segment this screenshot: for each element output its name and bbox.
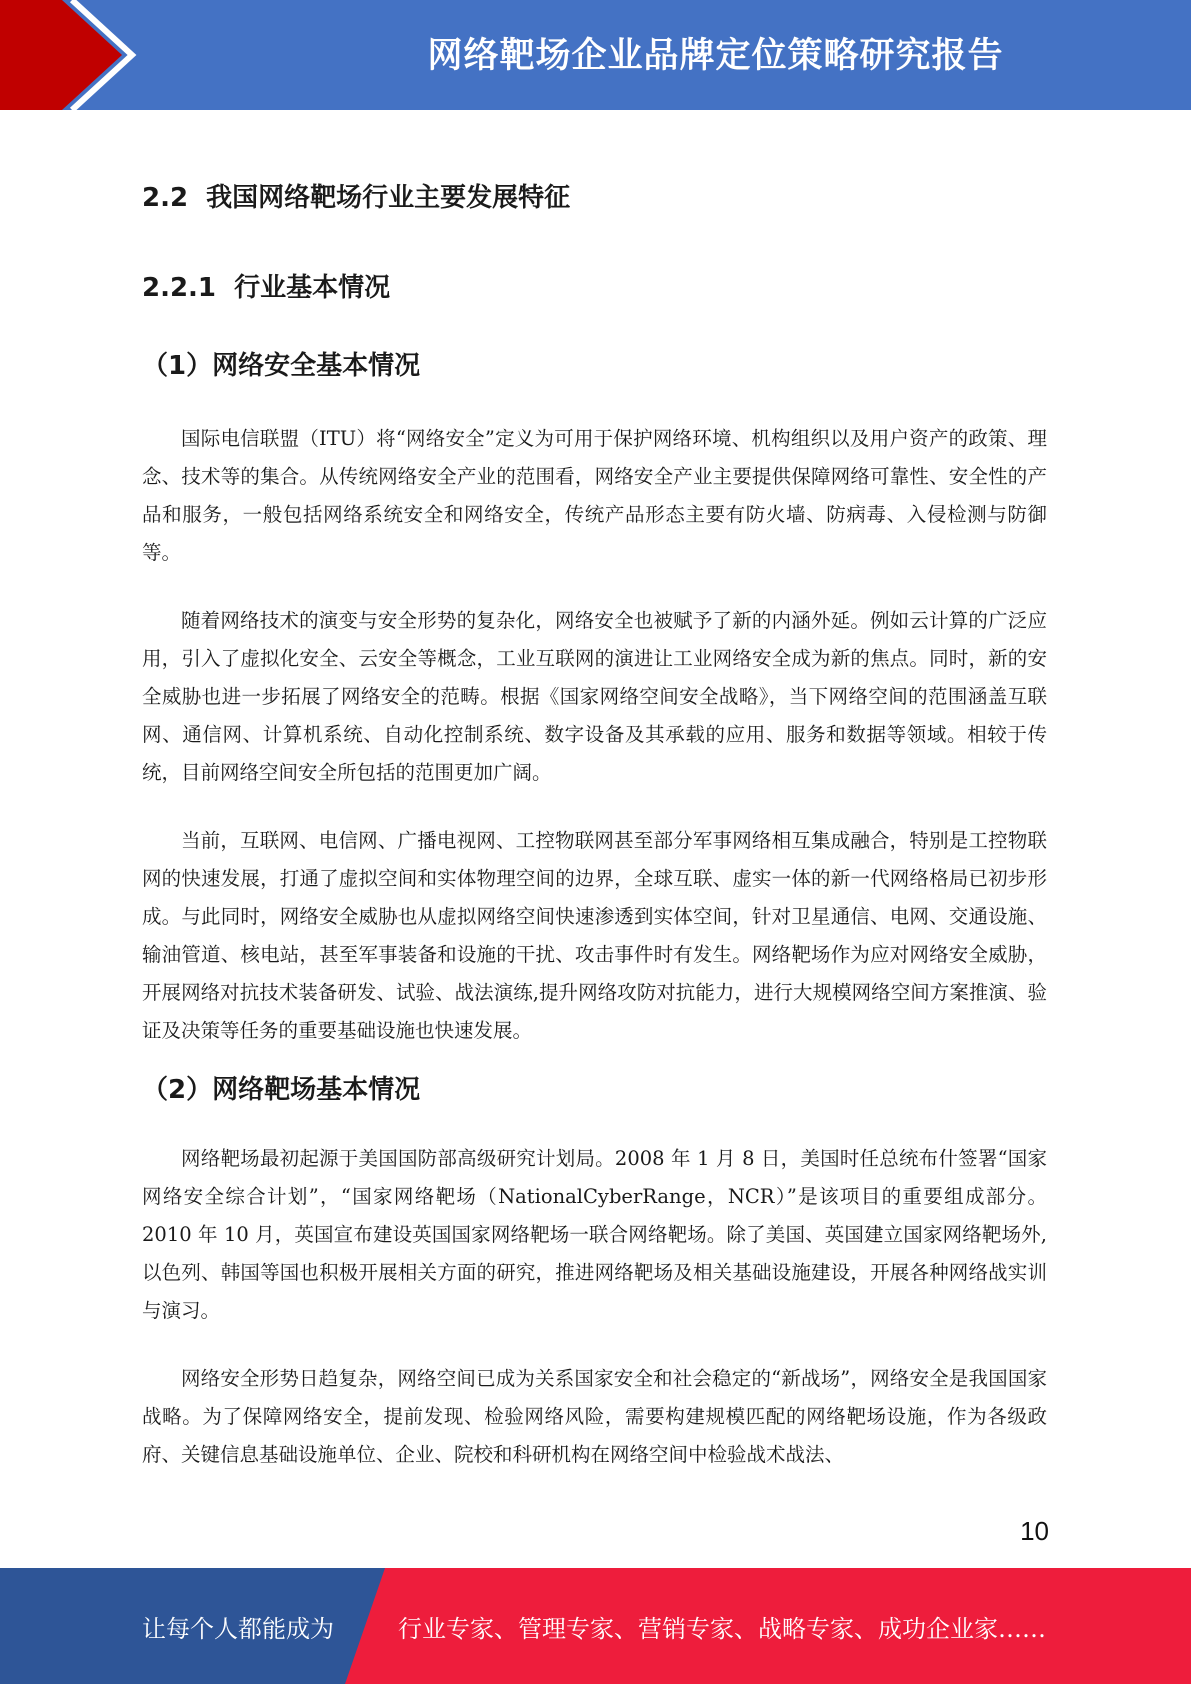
paragraph: 随着网络技术的演变与安全形势的复杂化，网络安全也被赋予了新的内涵外延。例如云计算的广泛应用，引入了虚拟化安全、云安全等概念，工业互联网的演进让工业网络安全成为新的焦点。同时，新的安全威胁也进一步拓展了网络安全的范畴。根据《国家网络空间安全战略》，当下网络空间的范围涵盖互联网、通信网、计算机系统、自动化控制系统、数字设备及其承载的应用、服务和数据等领域。相较于传统，目前网络空间安全所包括的范围更加广阔。 [142,609,1047,784]
subsection-title-2: （2）网络靶场基本情况 [142,1075,421,1105]
report-title: 网络靶场企业品牌定位策略研究报告 [427,36,1004,76]
paragraph: 网络靶场最初起源于美国国防部高级研究计划局。2008 年 1 月 8 日，美国时任总统布什签署“国家网络安全综合计划”，“国家网络靶场（NationalCyberRange，NCR）”是该项目的重要组成部分。2010 年 10 月，英国宣布建设英国国家网络靶场一联合网络靶场。除了美国、英国建立国家网络靶场外,以色列、韩国等国也积极开展相关方面的研究，推进网络靶场及相关基础设施建设，开展各种网络战实训与演习。 [142,1147,1047,1322]
header-red-arrow-icon [0,0,160,110]
section-heading: 2.2 我国网络靶场行业主要发展特征 [142,183,571,213]
footer-slogan-right: 行业专家、管理专家、营销专家、战略专家、成功企业家…… [398,1615,1046,1643]
document-body [142,178,1047,1474]
page-number: 10 [1020,1516,1049,1546]
subsection-title-1: （1）网络安全基本情况 [142,351,421,381]
page-header [0,0,1191,110]
paragraph: 国际电信联盟（ITU）将“网络安全”定义为可用于保护网络环境、机构组织以及用户资产的政策、理念、技术等的集合。从传统网络安全产业的范围看，网络安全产业主要提供保障网络可靠性、安全性的产品和服务，一般包括网络系统安全和网络安全，传统产品形态主要有防火墙、防病毒、入侵检测与防御等。 [142,427,1047,564]
paragraph: 网络安全形势日趋复杂，网络空间已成为关系国家安全和社会稳定的“新战场”，网络安全是我国国家战略。为了保障网络安全，提前发现、检验网络风险，需要构建规模匹配的网络靶场设施，作为各级政府、关键信息基础设施单位、企业、院校和科研机构在网络空间中检验战术战法、 [142,1367,1047,1466]
subsection-heading: 2.2.1 行业基本情况 [142,273,391,303]
page-footer [0,1568,1191,1684]
footer-slogan-left: 让每个人都能成为 [142,1615,334,1643]
paragraph: 当前，互联网、电信网、广播电视网、工控物联网甚至部分军事网络相互集成融合，特别是工控物联网的快速发展，打通了虚拟空间和实体物理空间的边界，全球互联、虚实一体的新一代网络格局已初步形成。与此同时，网络安全威胁也从虚拟网络空间快速渗透到实体空间，针对卫星通信、电网、交通设施、输油管道、核电站，甚至军事装备和设施的干扰、攻击事件时有发生。网络靶场作为应对网络安全威胁，开展网络对抗技术装备研发、试验、战法演练,提升网络攻防对抗能力，进行大规模网络空间方案推演、验证及决策等任务的重要基础设施也快速发展。 [142,829,1047,1042]
